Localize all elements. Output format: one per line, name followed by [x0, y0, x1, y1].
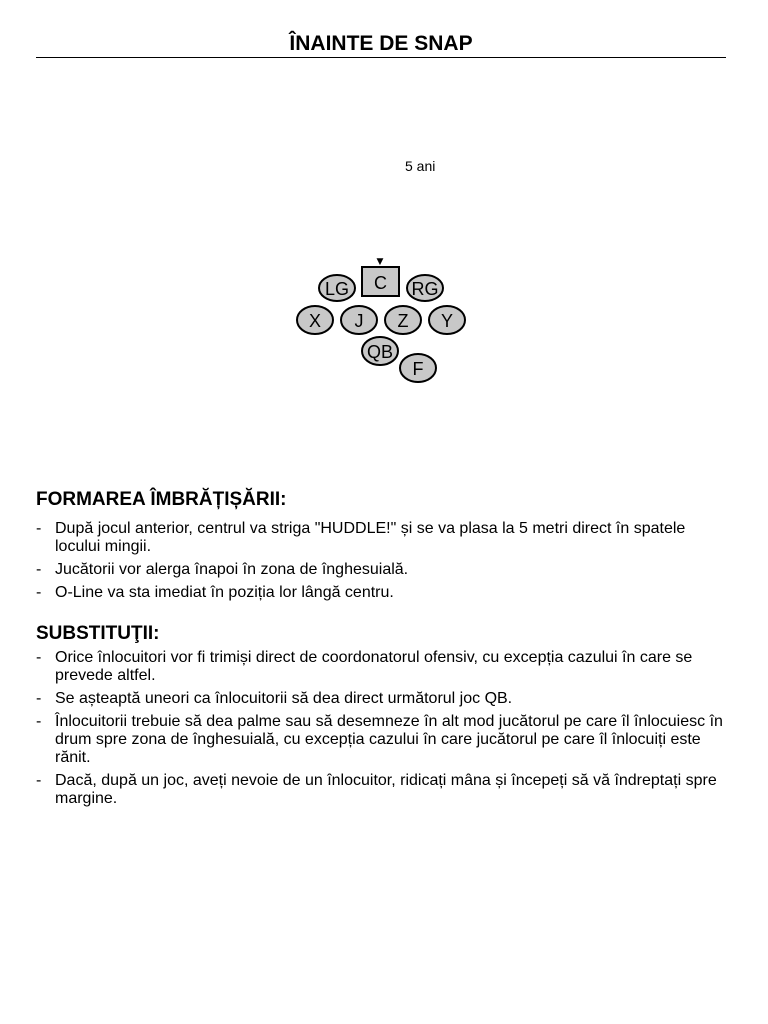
- player-z-label: Z: [397, 311, 409, 331]
- player-qb-label: QB: [366, 342, 394, 362]
- bullet-dash: -: [36, 690, 42, 707]
- bullet-dash: -: [36, 772, 42, 789]
- list-item: [36, 713, 726, 767]
- list-item: [36, 690, 726, 708]
- bullet-text: O-Line va sta imediat în poziția lor lângă centru.: [55, 584, 394, 601]
- player-y-label: Y: [440, 311, 454, 331]
- snap-marker-icon: ▼: [376, 257, 384, 267]
- player-c-label: C: [374, 273, 387, 293]
- player-rg-label: RG: [411, 279, 439, 299]
- player-lg-label: LG: [324, 279, 350, 299]
- bullet-text: Se așteaptă uneori ca înlocuitorii să dea direct următorul joc QB.: [55, 690, 513, 707]
- substitutions-bullet-list: [36, 649, 726, 813]
- section-heading-substitutions: SUBSTITUŢII:: [36, 623, 160, 644]
- bullet-dash: -: [36, 561, 42, 578]
- bullet-text: Jucătorii vor alerga înapoi în zona de înghesuială.: [55, 561, 409, 578]
- player-j-label: J: [354, 311, 364, 331]
- bullet-text: Dacă, după un joc, aveți nevoie de un înlocuitor, ridicați mâna și începeți să vă îndreptați spre margine.: [55, 772, 717, 807]
- bullet-dash: -: [36, 584, 42, 601]
- bullet-dash: -: [36, 649, 42, 666]
- player-f-label: F: [412, 359, 424, 379]
- list-item: [36, 584, 726, 602]
- formation-diagram: [290, 252, 475, 387]
- bullet-text: După jocul anterior, centrul va striga "HUDDLE!" și se va plasa la 5 metri direct în spatele locului mingii.: [55, 520, 686, 555]
- player-x-label: X: [308, 311, 322, 331]
- formation-bullet-list: [36, 520, 726, 607]
- section-heading-formation: FORMAREA ÎMBRĂȚIȘĂRII:: [36, 489, 287, 510]
- bullet-dash: -: [36, 713, 42, 730]
- bullet-dash: -: [36, 520, 42, 537]
- list-item: [36, 649, 726, 685]
- page-title: ÎNAINTE DE SNAP: [289, 32, 473, 55]
- bullet-text: Orice înlocuitori vor fi trimiși direct de coordonatorul ofensiv, cu excepția cazului în care se prevede altfel.: [55, 649, 693, 684]
- list-item: [36, 520, 726, 556]
- list-item: [36, 772, 726, 808]
- age-label: 5 ani: [405, 158, 436, 174]
- bullet-text: Înlocuitorii trebuie să dea palme sau să desemneze în alt mod jucătorul pe care îl înlocuiesc în drum spre zona de înghesuială, cu excepția cazului în care jucătorul pe care îl înlocuiți este rănit.: [55, 713, 723, 766]
- title-divider: [36, 57, 726, 58]
- list-item: [36, 561, 726, 579]
